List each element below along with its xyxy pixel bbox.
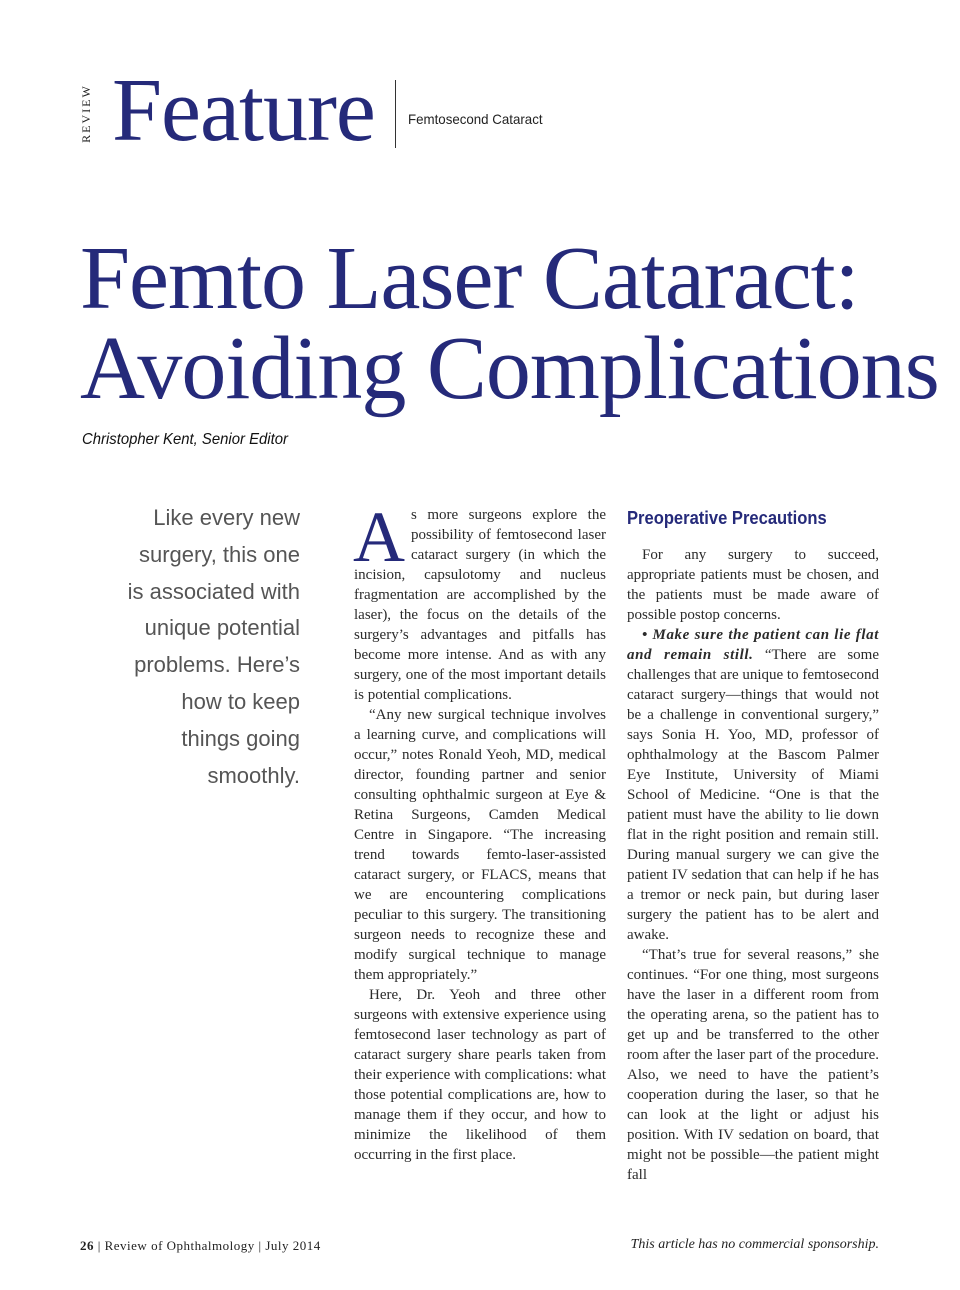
masthead-divider	[395, 80, 396, 148]
body-paragraph: “Any new surgical technique involves a learning curve, and complications will occur,” notes Ronald Yeoh, MD, medical director, founding partner and senior consulting ophthalmic surgeon at Eye & Retina Surgeons, Camden Medical Centre in Singapore. “The increasing trend towards femto-laser-assisted cataract surgery, or FLACS, means that we are encountering complications peculiar to this surgery. The transitioning surgeon needs to recognize these and modify surgical technique to manage them appropriately.”	[354, 707, 606, 983]
publication-info: | Review of Ophthalmology | July 2014	[97, 1238, 321, 1253]
pull-quote-line: unique potential	[144, 615, 300, 641]
article-title-line-1: Femto Laser Cataract:	[80, 229, 859, 328]
article-title-line-2: Avoiding Complications	[80, 319, 939, 418]
pull-quote-line: surgery, this one	[138, 541, 300, 567]
body-paragraph: Here, Dr. Yeoh and three other surgeons with extensive experience using femtosecond laser technology as part of cataract surgery share pearls taken from their experience with complications: what those potential complications are, how to manage them if they occur, and how to minimize the likelihood of them occurring in the first place.	[354, 987, 606, 1163]
section-subhead: Preoperative Precautions	[627, 508, 827, 528]
pull-quote	[110, 500, 300, 794]
bullet-lead-in: • Make sure the patient can lie flat and remain still.	[627, 627, 879, 663]
pull-quote-line: smoothly.	[207, 762, 300, 788]
body-column-left	[353, 497, 606, 1165]
byline: Christopher Kent, Senior Editor	[82, 431, 288, 448]
pull-quote-line: problems. Here’s	[134, 652, 300, 678]
pull-quote-line: things going	[181, 725, 300, 751]
sponsorship-note: This article has no commercial sponsorship.	[630, 1237, 879, 1252]
pull-quote-line: is associated with	[127, 578, 300, 604]
page-number: 26	[80, 1238, 94, 1253]
body-paragraph-text: s more surgeons explore the possibility of femtosecond laser cataract surgery (in which the incision, capsulotomy and nucleus fragmentation are accomplished by the laser), the focus on the details of the surgery’s advantages and pitfalls has become more intense. And as with any surgery, one of the most important details is potential complications.	[354, 507, 606, 703]
page-footer-folio	[80, 1238, 321, 1254]
section-label: Femtosecond Cataract	[408, 111, 543, 127]
pull-quote-line: how to keep	[181, 688, 300, 714]
body-paragraph: For any surgery to succeed, appropriate patients must be chosen, and the patients must be made aware of possible postop concerns.	[627, 547, 879, 623]
drop-cap: A	[353, 497, 405, 577]
body-paragraph-text: “There are some challenges that are unique to femtosecond cataract surgery—things that would not be a challenge in conventional surgery,” says Sonia H. Yoo, MD, professor of ophthalmology at the Bascom Palmer Eye Institute, University of Miami School of Medicine. “One is that the patient must have the ability to lie down flat in the right position and remain still. During manual surgery we can give the patient IV sedation that can help if he has a tremor or neck pain, but during laser surgery the patient has to be alert and awake.	[627, 647, 879, 943]
feature-masthead: Feature	[112, 61, 375, 160]
body-column-right	[627, 545, 879, 1185]
body-paragraph: “That’s true for several reasons,” she continues. “For one thing, most surgeons have the laser in a different room from the operating arena, so the patient has to get up and be transferred to the other room after the laser part of the procedure. Also, we need to have the patient’s cooperation during the laser, so that he can look at the light or adjust his position. With IV sedation on board, that might not be possible—the patient might fall	[627, 947, 879, 1183]
pull-quote-line: Like every new	[153, 505, 300, 530]
body-paragraph	[353, 497, 606, 705]
review-label-text: REVIEW	[78, 83, 93, 143]
article-title	[80, 229, 940, 418]
body-paragraph	[627, 625, 879, 945]
review-vertical-label	[66, 80, 106, 146]
